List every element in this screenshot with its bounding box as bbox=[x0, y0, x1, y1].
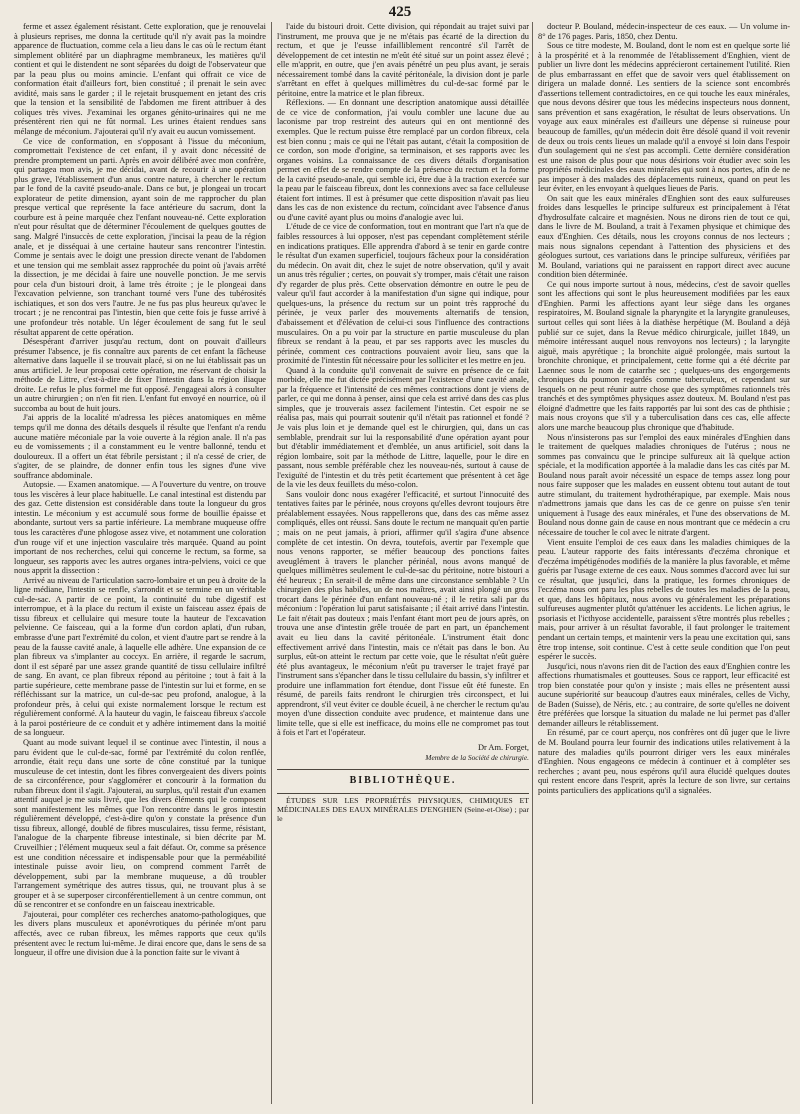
paragraph: J'ajouterai, pour compléter ces recherches anatomo-pathologiques, que les divers plans musculeux et aponévrotiques du périnée m'ont paru affectés, avec ce ruban fibreux, les mêmes rapports que ceux qu'ils présentent avec le rectum lui-même. Je dirai encore que, dans le sens de sa longueur, il offre une division due à la ponction faite sur le vivant à bbox=[14, 909, 266, 958]
paragraph: En résumé, par ce court aperçu, nos confrères ont dû juger que le livre de M. Bouland pourra leur fournir des indications utiles relativement à la nature des maladies qu'ils pourront diriger vers les eaux minérales d'Enghien. Nous engageons ce médecin à continuer et à compléter ses recherches ; avant peu, nous espérons qu'il aura élucidé quelques doutes qui restent encore dans l'esprit, après la lecture de son livre, sur certains points particuliers des applications qu'il a signalées. bbox=[538, 728, 790, 795]
paragraph: On sait que les eaux minérales d'Enghien sont des eaux sulfureuses froides dans lesquelles le principe sulfureux est principalement à l'état d'hydrosulfate calcaire et magnésien. Nous ne dirons rien de tout ce qui, dans le livre de M. Bouland, a trait à l'examen physique et chimique des eaux d'Enghien. Ces détails, nous les croyons connus de nos lecteurs ; mais nous signalons cependant à l'attention des physiciens et des géologues surtout, ces variations dans le principe sulfureux, vérifiées par M. Bouland, variations qui ne paraissent en rapport direct avec aucune condition bien déterminée. bbox=[538, 193, 790, 280]
paragraph: l'aide du bistouri droit. Cette division, qui répondait au trajet suivi par l'instrument, me prouva que je ne m'étais pas écarté de la direction du rectum, et que je l'eusse infailliblement rencontré s'il l'arrêt de développement de cet intestin ne m'eût été situé sur un point assez élevé ; elle m'apprit, en outre, que j'en avais pénétré un peu plus avant, je serais nécessairement tombé dans la cavité péritonéale, la division dont je parle s'arrêtant en effet à quelques millimètres du cul-de-sac formé par le péritoine, entre la matrice et le plan fibreux. bbox=[277, 22, 529, 98]
section-divider bbox=[277, 769, 529, 770]
section-divider bbox=[277, 793, 529, 794]
paragraph: J'ai appris de la localité m'adressa les pièces anatomiques en même temps qu'il me donna des détails desquels il résulte que l'enfant n'a rendu aucune matière méconiale par la voie ouverte à la région anale. Il n'a pas eu de vomissements ; il a constamment eu le ventre ballonné, tendu et douloureux. Il a offert un état fébrile persistant ; il n'a cessé de crier, de s'agiter, de se plaindre, de donner enfin tous les signes d'une vive souffrance abdominale. bbox=[14, 413, 266, 480]
paragraph: Sans vouloir donc nous exagérer l'efficacité, et surtout l'innocuité des tentatives faites par le périnée, nous croyons qu'elles devront toujours être préalablement essayées. Nous rappellerons que, dans des cas même assez compliqués, elles ont réussi. Sans doute le rectum ne manquait qu'en partie ; mais on ne peut jamais, à priori, affirmer qu'il s'agira d'une absence complète de cet intestin. On devra, toutefois, avertir par l'exemple que nous venons rapporter, se méfier beaucoup des ponctions faites aveuglément à travers le plancher périnéal, nous avons manqué de quelques millimètres seulement le cul-de-sac du péritoine, notre bistouri a été heureux ; En serait-il de même dans une circonstance semblable ? Un chirurgien des plus habiles, un de nos maîtres, avait ainsi plongé un gros trocart dans le périnée d'un enfant nouveau-né ; il le retira sali par du méconium : l'opération lui parut satisfaisante ; il était arrivé dans l'intestin. Le fait n'était pas douteux ; mais l'enfant étant mort peu de jours après, on trouva une anse d'intestin grêle trouée de part en part, un épanchement avait eu lieu dans la cavité péritonéale. L'instrument était donc effectivement arrivé dans l'intestin, mais ce n'était pas dans le bon. Au surplus, eût-on atteint le rectum par cette voie, que le résultat n'eût guère été plus avantageux, le méconium n'eût pu traverser le trajet frayé par l'instrument sans s'épancher dans le tissu cellulaire du bassin, s'y infiltrer et produire une inflammation fort étendue, dont l'issue eût été funeste. En résumé, de pareils faits rendront le chirurgien très circonspect, et lui apprendront, s'il veut éviter ce double écueil, à ne chercher le rectum qu'au moyen d'une dissection conduite avec prudence, et maintenue dans une limite telle, que si elle est inefficace, du moins elle ne compromet pas tout à fois et l'art et l'opérateur. bbox=[277, 489, 529, 738]
paragraph: Arrivé au niveau de l'articulation sacro-lombaire et un peu à droite de la ligne médiane, l'intestin se renfle, s'arrondit et se termine en un véritable cul-de-sac. A partir de ce point, la continuité du tube digestif est interrompue, et à la place du rectum il existe un faisceau assez épais de tissu fibreux et cellulaire qui mesure toute la hauteur de l'excavation pelvienne. Ce faisceau, qui a la forme d'un cordon aplati, d'un ruban, embrasse d'une part l'extrémité du colon, et vient d'autre part se rendre à la peau de la fausse cavité anale, à laquelle elle adhère. Une expansion de ce plan fibreux va s'implanter au coccyx. En arrière, il regarde le sacrum, dont il est séparé par une assez grande quantité de tissu cellulaire infiltré de sang. En avant, ce plan fibreux répond au péritoine ; tout à fait à la partie supérieure, cette membrane passe de l'intestin sur lui et forme, en se réfléchissant sur la matrice, un cul-de-sac peu profond, analogue, à la profondeur près, à celui qui existe normalement lorsque le rectum est régulièrement conformé. A la hauteur du vagin, le faisceau fibreux s'accole à la paroi postérieure de ce conduit et y adhère intimement dans la moitié de sa longueur. bbox=[14, 575, 266, 738]
column-middle bbox=[277, 22, 529, 1102]
paragraph: Ce vice de conformation, en s'opposant à l'issue du méconium, compromettait l'existence de cet enfant, il y avait donc nécessité de prendre promptement un parti. Après en avoir délibéré avec mon confrère, qui partagea mon avis, je me décidai, avant de recourir à une opération plus grave, l'établissement d'un anus contre nature, à chercher le rectum par le fond de la cavité pseudo-anale. Dans ce but, je plongeai un trocart explorateur de petite dimension, ayant soin de me rapprocher du plan presque vertical que représente la face antérieure du sacrum, dont la courbure est à peine marquée chez l'enfant nouveau-né. Cette exploration n'eut pour résultat que de déterminer l'écoulement de quelques gouttes de sang. Malgré l'insuccès de cette exploration, j'incisai la peau de la région anale, et je disséquai à une certaine hauteur sans rencontrer l'intestin. Comme je sentais avec le doigt une pression directe venant de l'abdomen et une tension qui me semblait assez rapprochée du point où j'avais arrêté la dissection, je me décidai à faire une nouvelle ponction. Je me servis pour cela d'un bistouri droit, à lame très étroite ; je le plongeai dans l'excavation pelvienne, son tranchant tourné vers l'une des tubérosités ischiatiques, et son dos vers l'autre. Je ne fus pas plus heureux qu'avec le trocart ; je ne rencontrai pas l'intestin, bien que cette fois je fusse arrivé à une profondeur très notable. Un léger écoulement de sang fut le seul résultat apparent de cette opération. bbox=[14, 136, 266, 337]
column-divider bbox=[271, 22, 272, 1104]
paragraph: Quand à la conduite qu'il convenait de suivre en présence de ce fait morbide, elle me fut dictée précisément par l'existence d'une cavité anale, par la fréquence et l'intensité de ces mêmes contractions dont je viens de parler, ce qui me donna à penser, ainsi que cela est arrivé dans des cas plus simples, que je trouverais assez facilement l'intestin. Cet espoir ne se réalisa pas, mais qui pourrait soutenir qu'il n'était pas rationnel et fondé ? Je vais plus loin et je demande quel est le chirurgien, qui, dans un cas semblable, prendrait sur lui la responsabilité d'une opération ayant pour but d'établir immédiatement et d'emblée, un anus artificiel, soit dans la région lombaire, soit par la méthode de Littre, laquelle, pour le dire en passant, nous semble préférable chez les nouveau-nés, surtout à cause de l'exiguïté de l'intestin et du très petit écartement que présentent à cet âge de la vie les deux feuillets du méso-colon. bbox=[277, 365, 529, 490]
paragraph: ferme et assez également résistant. Cette exploration, que je renouvelai à plusieurs reprises, me donna la certitude qu'il n'y avait pas la moindre apparence de fluctuation, comme cela a lieu dans le cas où le rectum étant simplement oblitéré par un diaphragme membraneux, les matières qu'il contient et qui le distendent ne sont séparées du doigt de l'observateur que par la peau plus ou moins amincie. L'enfant qui offrait ce vice de conformation était d'ailleurs fort, bien constitué ; il prenait le sein avec avidité, mais sans le garder ; il le rejetait brusquement en jetant des cris que la tension et la sensibilité de l'abdomen me firent attribuer à des coliques très vives. J'examinai les organes génito-urinaires qui ne me présentèrent rien qui ne fût normal. Les urines étaient rendues sans mélange de méconium. J'ajouterai qu'il n'y avait eu aucun vomissement. bbox=[14, 22, 266, 137]
page-number: 425 bbox=[388, 4, 412, 20]
book-review-title: ÉTUDES SUR LES PROPRIÉTÉS PHYSIQUES, CHIMIQUES ET MÉDICINALES DES EAUX MINÉRALES D'ENGHIEN (Seine-et-Oise) ; par le bbox=[277, 795, 529, 824]
section-heading: BIBLIOTHÈQUE. bbox=[349, 775, 457, 787]
author-affiliation: Membre de la Société de chirurgie. bbox=[425, 752, 529, 762]
paragraph: Quant au mode suivant lequel il se continue avec l'intestin, il nous a paru évident que le cul-de-sac, formé par l'extrémité du colon renflée, arrondie, était reçu dans une sorte de cône constitué par la tunique musculeuse de cet intestin, dont les fibres convergeaient des divers points de sa circonférence, pour s'agglomérer et concourir à la formation du ruban fibreux dont il s'agit. J'ajouterai, au surplus, qu'il restait d'un examen attentif auquel je me suis livré, que les divers éléments qui le composent sont manifestement les mêmes que l'on rencontre dans le gros intestin régulièrement développé, c'est-à-dire qu'on y constate la présence d'un tissu fibreux, allongé, doublé de fibres musculaires, tissu ferme, résistant, l'analogue de la charpente fibreuse intestinale, si bien décrite par M. Cruveilhier ; l'élément muqueux seul a fait défaut. Or, comme sa présence est une condition nécessaire et indispensable pour que la perméabilité intestinale puisse avoir lieu, on comprend comment l'arrêt de développement, subi par la membrane muqueuse, a dû troubler l'arrangement symétrique des autres tissus, qui, ne trouvant plus à se grouper et à se superposer circonférentiellement à un centre commun, ont dû se rencontrer et se confondre en un faisceau inextricable. bbox=[14, 738, 266, 910]
paragraph: Vient ensuite l'emploi de ces eaux dans les maladies chimiques de la peau. L'auteur rapporte des faits intéressants d'eczéma chronique et d'eczéma impétigénodes modifiés de la manière la plus favorable, et même guéris par l'usage externe de ces eaux. Nous sommes d'accord avec lui sur ce résultat, que jusqu'ici, dans la pratique, les formes chroniques de l'eczéma nous ont paru les plus rebelles de toutes les maladies de la peau, et que, dans les hôpitaux, nous avons vu généralement les préparations sulfureuses augmenter plutôt qu'atténuer les accidents. Le lichen agrius, le psoriasis et l'icthyose accidentelle, paraissent s'être montrés plus rebelles ; mais, pour arriver à un résultat favorable, il faut prolonger le traitement pendant un certain temps, et maintenir vers la peau une excitation qui, sans être trop intense, soit continue. C'est à cette seule condition que l'on peut espérer le succès. bbox=[538, 537, 790, 662]
author-signature: Dr Am. Forget, bbox=[477, 743, 529, 753]
paragraph: Nous n'insisterons pas sur l'emploi des eaux minérales d'Enghien dans le traitement de quelques maladies chroniques de l'utérus ; nous ne sommes pas convaincu que le principe sulfureux ait là quelque action spéciale, et la modification apportée à la maladie dans les cas cités par M. Bouland nous paraît avoir nécessité un espace de temps assez long pour nous faire supposer que les malades en eussent obtenu tout autant de tout autre stimulant, du traitement hydrothérapique, par exemple. Mais nous n'admettrons jamais que dans les cas de ce genre on puisse s'en tenir uniquement à l'usage des eaux minérales, et l'une des observations de M. Bouland nous donne gain de cause en nous montrant que ce médecin a cru nécessaire de toucher le col avec le nitrate d'argent. bbox=[538, 432, 790, 537]
paragraph: Sous ce titre modeste, M. Bouland, dont le nom est en quelque sorte lié à la prospérité et à la renommée de l'établissement d'Enghien, vient de publier un livre dont les médecins apprécieront certainement l'utilité. Rien de plus embarrassant en effet que de savoir vers quel établissement on dirigera un malade donné. Les sentiers de la science sont encombrés d'assertions tellement contradictoires, en ce qui touche les eaux minérales, que nous devons désirer que tous les médecins inspecteurs nous donnent, sans prévention et sans exagération, le résultat de leurs observations. Un voyage aux eaux minérales est d'ailleurs une dépense si ruineuse pour beaucoup de familles, qu'un médecin doit être désolé quand il voit revenir de deux ou trois cents lieues un malade qu'il a envoyé si loin dans l'espoir d'un soulagement qui ne s'est pas accompli. Cette dernière considération est une raison de plus pour que nous désirions voir étudier avec soin les propriétés médicinales des eaux minérales qui sont à nos portes, afin de ne pas imposer à des malades des déplacements ruineux, quand on peut les leur éviter, en les envoyant à quelques lieues de Paris. bbox=[538, 41, 790, 194]
paragraph: Jusqu'ici, nous n'avons rien dit de l'action des eaux d'Enghien contre les affections rhumatismales et goutteuses. Sous ce rapport, leur efficacité est trop bien constatée pour qu'on y insiste ; mais elles ne présentent aussi aucune supériorité sur beaucoup d'autres eaux minérales, celles de Vichy, de Baden (Suisse), de Néris, etc. ; au contraire, de sorte qu'elles ne doivent être préférées que lorsque la situation du malade ne lui permet pas d'aller demander ailleurs le rétablissement. bbox=[538, 661, 790, 728]
paragraph: docteur P. Bouland, médecin-inspecteur de ces eaux. — Un volume in-8° de 176 pages. Paris, 1850, chez Dentu. bbox=[538, 22, 790, 41]
paragraph: Désespérant d'arriver jusqu'au rectum, dont on pouvait d'ailleurs présumer l'absence, je fis connaître aux parents de cet enfant la fâcheuse alternative dans laquelle il se trouvait placé, si on ne lui établissait pas un anus artificiel. Je leur proposai cette opération, me réservant de choisir la méthode de Littre, c'est-à-dire de fixer l'intestin dans la région iliaque droite. Le refus le plus formel me fut opposé. J'engageai alors à consulter un autre chirurgien ; on n'en fit rien. L'enfant fut envoyé en nourrice, où il succomba au bout de huit jours. bbox=[14, 337, 266, 413]
column-left bbox=[14, 22, 266, 1102]
column-divider bbox=[532, 22, 533, 1104]
column-right bbox=[538, 22, 790, 1102]
paragraph: Réflexions. — En donnant une description anatomique aussi détaillée de ce vice de conformation, j'ai voulu combler une lacune due au laconisme par trop restreint des auteurs qui en ont mentionné des exemples. Que le rectum puisse être remplacé par un cordon fibreux, cela est bien connu ; mais ce qui ne l'était pas autant, c'était la composition de ce cordon, son mode d'origine, sa terminaison, et ses rapports avec les organes voisins. La connaissance de ces divers détails d'organisation permet en effet de se rendre compte de la présence du rectum et la forme de la cavité pseudo-anale, qui semble ici, être due à la traction exercée sur la peau par le faisceau fibreux, dont les connexions avec sa face celluleuse étaient fort intimes. Il est à présumer que cette disposition n'avait pas lieu dans les cas de non existence du rectum, coïncidant avec l'absence d'anus ou d'une cavité ayant plus ou moins d'analogie avec lui. bbox=[277, 98, 529, 222]
paragraph: Ce qui nous importe surtout à nous, médecins, c'est de savoir quelles sont les affections qui sont le plus heureusement modifiées par les eaux d'Enghien. Parmi les affections ayant leur siège dans les organes respiratoires, M. Bouland signale la pharyngite et la laryngite granuleuses, surtout celles qui sont liées à la diathèse herpétique (M. Bouland a déjà publié sur ce sujet, dans la Revue médico chirurgicale, juillet 1849, un mémoire intéressant auquel nous renvoyons nos lecteurs) ; la laryngite aiguë, mais apyrétique ; la bronchite aiguë prolongée, mais surtout la bronchite chronique, et principalement, cette forme qui a été décrite par Laennec sous le nom de catarrhe sec ; quelques-uns des engorgements chroniques du poumon regardés comme tuberculeux, et cependant sur lesquels on ne peut réunir autre chose que des symptômes rationnels très tranchés et des symptômes physiques assez douteux. M. Bouland n'est pas éloigné d'admettre que les faits rapportés par lui sont des cas de phthisie ; mais nous croyons que s'il y a tuberculisation dans ces cas, elle affecte alors une marche beaucoup plus chronique que d'habitude. bbox=[538, 279, 790, 432]
paragraph: Autopsie. — Examen anatomique. — A l'ouverture du ventre, on trouve tous les viscères à leur place habituelle. Le canal intestinal est distendu par des gaz. Cette distension est considérable dans toute la longueur du gros intestin. Le méconium y est accumulé sous forme de bouillie épaisse et abondante, surtout vers sa partie inférieure. La membrane muqueuse offre tous les caractères d'une phlogose assez vive, et notamment une coloration d'un rouge vif et une injection vasculaire très marquée. Quand au point important de nos recherches, celui qui concerne le rectum, sa forme, sa longueur, ses rapports avec les autres organes intra-pelviens, voici ce que nous apprit la dissection : bbox=[14, 480, 266, 576]
paragraph: L'étude de ce vice de conformation, tout en montrant que l'art n'a que de faibles ressources à lui opposer, n'est pas cependant complètement stérile en indications pratiques. Elle apprendra d'abord à se tenir en garde contre le résultat d'un examen superficiel, toujours fâcheux pour la considération du médecin. On avait dit, chez le sujet de notre observation, qu'il y avait un anus très régulier ; certes, on pouvait s'y tromper, mais c'était une raison d'y regarder de plus près. Cette observation démontre en outre le peu de valeur qu'il faut accorder à la manifestation d'un signe qui indique, pour quelques-uns, la présence du rectum sur un point très rapproché du périnée, je veux parler des mouvements alternatifs de tension, d'abaissement et d'élévation de celui-ci sous l'influence des contractions musculaires. On a pu voir par la structure en partie musculeuse du plan fibreux se rendant à la peau, et par ses rapports avec les muscles du périnée, comment ces contractions pouvaient avoir lieu, sans que la proximité de l'intestin fût nécessaire pour les solliciter et les mettre en jeu. bbox=[277, 222, 529, 366]
